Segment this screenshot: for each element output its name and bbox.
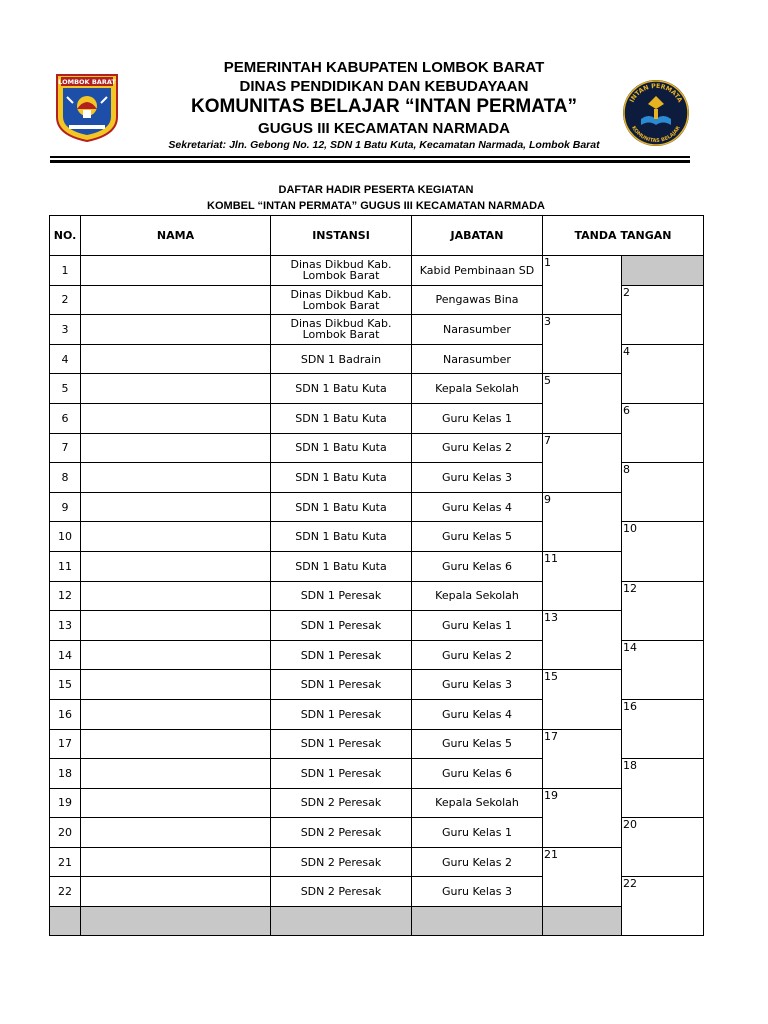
- cell-jabatan: Guru Kelas 1: [412, 818, 543, 848]
- cell-jabatan: Guru Kelas 1: [412, 403, 543, 433]
- header-cluster: GUGUS III KECAMATAN NARMADA: [258, 120, 510, 137]
- header-department: DINAS PENDIDIKAN DAN KEBUDAYAAN: [239, 78, 529, 95]
- signature-box[interactable]: 11: [543, 551, 622, 610]
- table-row: [50, 670, 704, 700]
- table-row: [50, 315, 704, 345]
- cell-jabatan: Kepala Sekolah: [412, 581, 543, 611]
- cell-no: 20: [50, 818, 81, 848]
- cell-no: 1: [50, 256, 81, 286]
- cell-instansi: SDN 1 Peresak: [271, 581, 412, 611]
- cell-no: 14: [50, 640, 81, 670]
- table-row: [50, 433, 704, 463]
- cell-no: 19: [50, 788, 81, 818]
- col-header-tanda-tangan: TANDA TANGAN: [543, 216, 704, 256]
- cell-instansi: SDN 1 Batu Kuta: [271, 492, 412, 522]
- cell-nama[interactable]: [81, 729, 271, 759]
- signature-box[interactable]: 19: [543, 788, 622, 847]
- cell-instansi: SDN 1 Batu Kuta: [271, 433, 412, 463]
- logo-left-text: LOMBOK BARAT: [58, 78, 116, 86]
- cell-no: 22: [50, 877, 81, 907]
- signature-box[interactable]: 1: [543, 256, 622, 315]
- cell-nama[interactable]: [81, 522, 271, 552]
- cell-instansi: SDN 2 Peresak: [271, 788, 412, 818]
- cell-jabatan: Guru Kelas 5: [412, 522, 543, 552]
- signature-box[interactable]: 22: [622, 877, 704, 936]
- cell-nama[interactable]: [81, 581, 271, 611]
- cell-instansi: SDN 1 Peresak: [271, 729, 412, 759]
- cell-jabatan: Guru Kelas 4: [412, 492, 543, 522]
- footer-cell: [271, 907, 412, 936]
- cell-jabatan: Kabid Pembinaan SD: [412, 256, 543, 286]
- cell-no: 8: [50, 463, 81, 493]
- cell-nama[interactable]: [81, 374, 271, 404]
- cell-nama[interactable]: [81, 699, 271, 729]
- cell-jabatan: Kepala Sekolah: [412, 374, 543, 404]
- signature-box[interactable]: 13: [543, 611, 622, 670]
- cell-instansi: Dinas Dikbud Kab. Lombok Barat: [271, 256, 412, 286]
- col-header-no: NO.: [50, 216, 81, 256]
- table-row: [50, 788, 704, 818]
- cell-jabatan: Guru Kelas 4: [412, 699, 543, 729]
- header-divider-thin: [50, 156, 690, 158]
- signature-box[interactable]: 17: [543, 729, 622, 788]
- cell-jabatan: Guru Kelas 3: [412, 877, 543, 907]
- cell-nama[interactable]: [81, 315, 271, 345]
- cell-nama[interactable]: [81, 640, 271, 670]
- cell-nama[interactable]: [81, 433, 271, 463]
- cell-no: 18: [50, 759, 81, 789]
- logo-right-bottom-text: KOMUNITAS BELAJAR: [630, 125, 682, 145]
- table-row: [50, 551, 704, 581]
- cell-no: 9: [50, 492, 81, 522]
- cell-instansi: Dinas Dikbud Kab. Lombok Barat: [271, 285, 412, 315]
- signature-box[interactable]: 5: [543, 374, 622, 433]
- footer-cell: [81, 907, 271, 936]
- table-row: [50, 729, 704, 759]
- cell-nama[interactable]: [81, 403, 271, 433]
- signature-box[interactable]: 12: [622, 581, 704, 640]
- cell-instansi: SDN 2 Peresak: [271, 877, 412, 907]
- cell-instansi: SDN 1 Badrain: [271, 344, 412, 374]
- signature-box[interactable]: 9: [543, 492, 622, 551]
- signature-box[interactable]: 8: [622, 463, 704, 522]
- signature-box[interactable]: 4: [622, 344, 704, 403]
- table-row: [50, 492, 704, 522]
- header-government: PEMERINTAH KABUPATEN LOMBOK BARAT: [223, 59, 545, 76]
- header-divider-thick: [50, 160, 690, 163]
- signature-box[interactable]: 21: [543, 847, 622, 906]
- attendance-table: [49, 215, 704, 936]
- signature-box[interactable]: 6: [622, 403, 704, 462]
- cell-instansi: SDN 1 Peresak: [271, 640, 412, 670]
- signature-box[interactable]: 20: [622, 818, 704, 877]
- cell-jabatan: Pengawas Bina: [412, 285, 543, 315]
- cell-jabatan: Guru Kelas 2: [412, 847, 543, 877]
- table-row: [50, 256, 704, 286]
- cell-jabatan: Guru Kelas 6: [412, 551, 543, 581]
- cell-instansi: SDN 1 Peresak: [271, 699, 412, 729]
- header-address: Sekretariat: Jln. Gebong No. 12, SDN 1 Batu Kuta, Kecamatan Narmada, Lombok Barat: [168, 139, 600, 151]
- table-row: [50, 611, 704, 641]
- cell-jabatan: Narasumber: [412, 344, 543, 374]
- col-header-jabatan: JABATAN: [412, 216, 543, 256]
- cell-no: 15: [50, 670, 81, 700]
- table-row: [50, 847, 704, 877]
- cell-instansi: SDN 1 Batu Kuta: [271, 403, 412, 433]
- cell-instansi: SDN 1 Batu Kuta: [271, 551, 412, 581]
- header-community: KOMUNITAS BELAJAR “INTAN PERMATA”: [191, 96, 577, 117]
- cell-nama[interactable]: [81, 611, 271, 641]
- footer-cell: [50, 907, 81, 936]
- cell-no: 7: [50, 433, 81, 463]
- cell-jabatan: Guru Kelas 6: [412, 759, 543, 789]
- cell-no: 4: [50, 344, 81, 374]
- cell-no: 10: [50, 522, 81, 552]
- cell-no: 17: [50, 729, 81, 759]
- cell-nama[interactable]: [81, 818, 271, 848]
- cell-no: 12: [50, 581, 81, 611]
- col-header-instansi: INSTANSI: [271, 216, 412, 256]
- signature-box[interactable]: 15: [543, 670, 622, 729]
- cell-jabatan: Guru Kelas 1: [412, 611, 543, 641]
- cell-no: 13: [50, 611, 81, 641]
- footer-cell: [412, 907, 543, 936]
- cell-nama[interactable]: [81, 285, 271, 315]
- cell-instansi: SDN 1 Peresak: [271, 670, 412, 700]
- cell-nama[interactable]: [81, 759, 271, 789]
- cell-instansi: SDN 2 Peresak: [271, 847, 412, 877]
- cell-jabatan: Guru Kelas 2: [412, 433, 543, 463]
- footer-cell: [543, 907, 622, 936]
- cell-no: 6: [50, 403, 81, 433]
- cell-instansi: SDN 1 Peresak: [271, 759, 412, 789]
- cell-jabatan: Guru Kelas 3: [412, 670, 543, 700]
- cell-jabatan: Guru Kelas 2: [412, 640, 543, 670]
- cell-nama[interactable]: [81, 551, 271, 581]
- cell-nama[interactable]: [81, 492, 271, 522]
- cell-no: 5: [50, 374, 81, 404]
- cell-no: 16: [50, 699, 81, 729]
- signature-blank: [622, 256, 704, 286]
- cell-no: 21: [50, 847, 81, 877]
- cell-nama[interactable]: [81, 788, 271, 818]
- cell-nama[interactable]: [81, 847, 271, 877]
- cell-nama[interactable]: [81, 670, 271, 700]
- cell-instansi: Dinas Dikbud Kab. Lombok Barat: [271, 315, 412, 345]
- signature-box[interactable]: 14: [622, 640, 704, 699]
- signature-box[interactable]: 7: [543, 433, 622, 492]
- cell-nama[interactable]: [81, 463, 271, 493]
- col-header-nama: NAMA: [81, 216, 271, 256]
- document-subtitle: KOMBEL “INTAN PERMATA” GUGUS III KECAMATAN NARMADA: [207, 200, 545, 212]
- logo-right-top-text: INTAN PERMATA: [628, 82, 684, 104]
- cell-nama[interactable]: [81, 877, 271, 907]
- cell-instansi: SDN 2 Peresak: [271, 818, 412, 848]
- signature-box[interactable]: 16: [622, 699, 704, 758]
- cell-jabatan: Narasumber: [412, 315, 543, 345]
- cell-jabatan: Guru Kelas 5: [412, 729, 543, 759]
- cell-instansi: SDN 1 Batu Kuta: [271, 463, 412, 493]
- cell-no: 3: [50, 315, 81, 345]
- cell-instansi: SDN 1 Peresak: [271, 611, 412, 641]
- table-footer-row: [50, 907, 704, 936]
- cell-nama[interactable]: [81, 344, 271, 374]
- signature-box[interactable]: 10: [622, 522, 704, 581]
- cell-jabatan: Guru Kelas 3: [412, 463, 543, 493]
- cell-instansi: SDN 1 Batu Kuta: [271, 522, 412, 552]
- cell-nama[interactable]: [81, 256, 271, 286]
- cell-no: 11: [50, 551, 81, 581]
- table-row: [50, 374, 704, 404]
- cell-no: 2: [50, 285, 81, 315]
- signature-box[interactable]: 2: [622, 285, 704, 344]
- cell-jabatan: Kepala Sekolah: [412, 788, 543, 818]
- cell-instansi: SDN 1 Batu Kuta: [271, 374, 412, 404]
- document-title: DAFTAR HADIR PESERTA KEGIATAN: [278, 184, 474, 196]
- signature-box[interactable]: 3: [543, 315, 622, 374]
- signature-box[interactable]: 18: [622, 759, 704, 818]
